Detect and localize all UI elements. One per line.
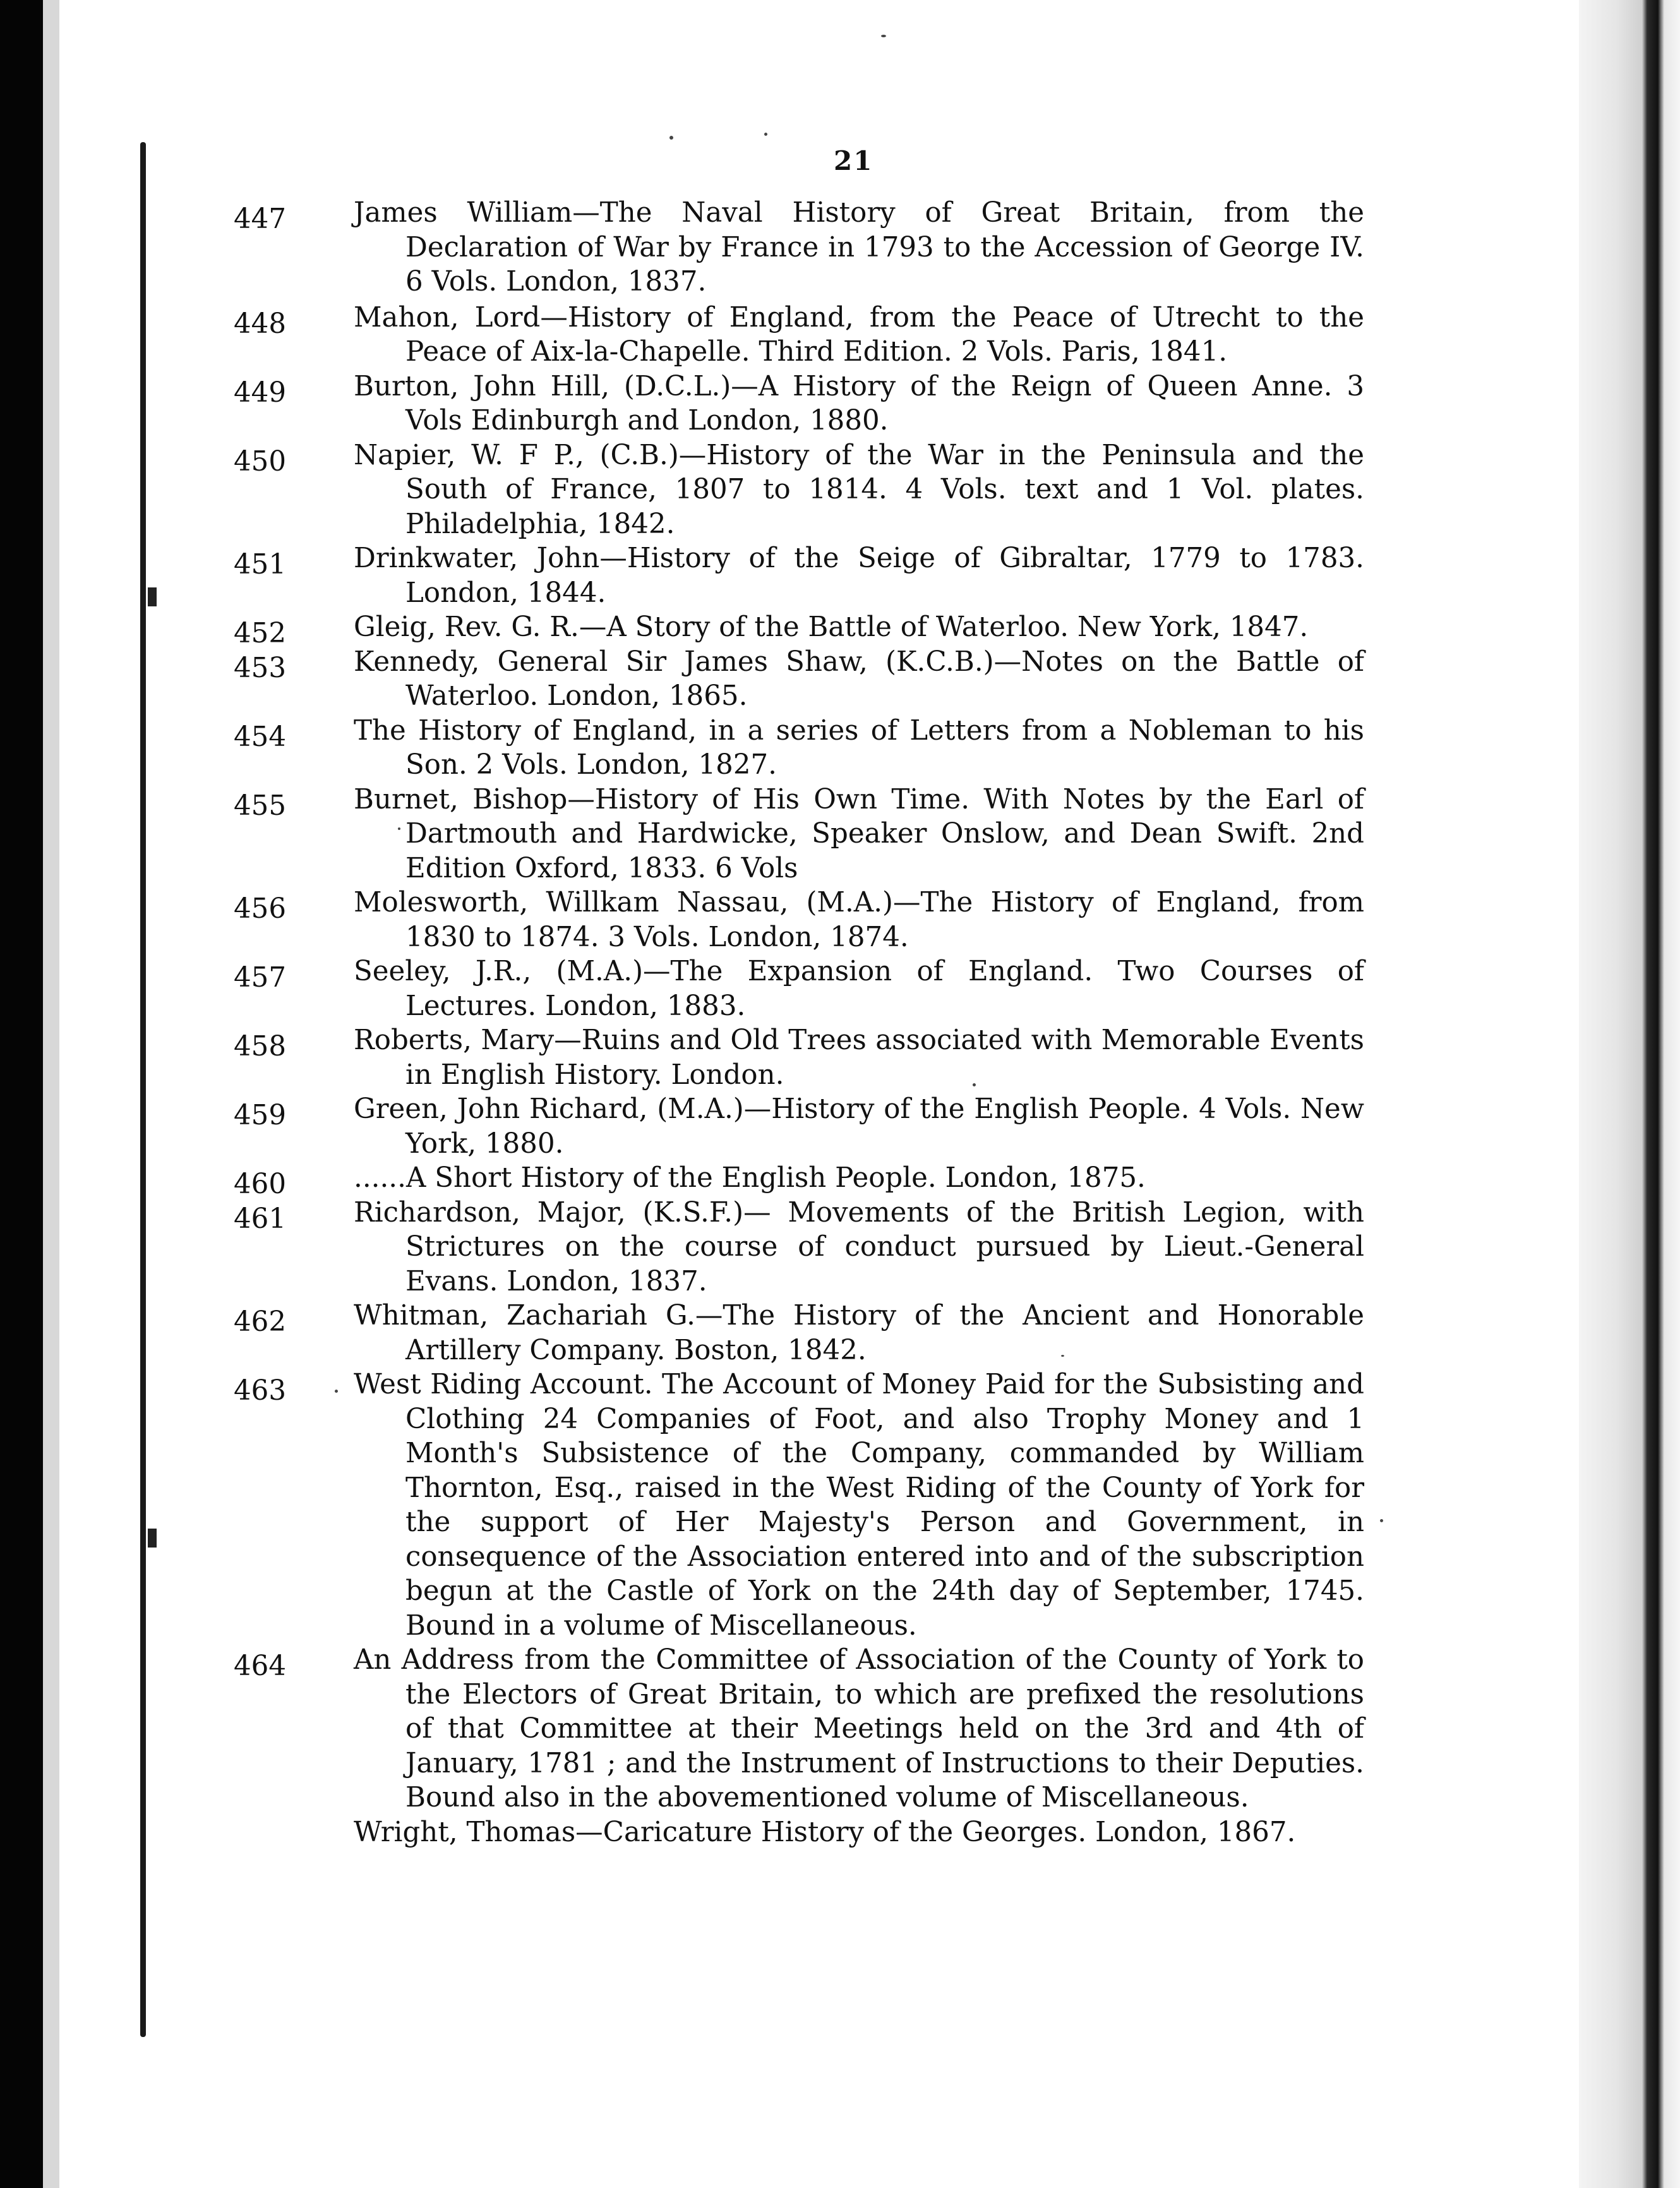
entry-number: 455 xyxy=(234,790,287,822)
catalog-entry xyxy=(354,1815,1364,1850)
entry-text: Richardson, Major, (K.S.F.)— Movements of the British Legion, with Strictures on the course of conduct pursued by Lieut.-General Evans. London, 1837. xyxy=(354,1196,1364,1297)
entry-text: The History of England, in a series of Letters from a Nobleman to his Son. 2 Vols. London, 1827. xyxy=(354,714,1364,781)
entry-text: Mahon, Lord—History of England, from the Peace of Utrecht to the Peace of Aix-la-Chapelle. Third Edition. 2 Vols. Paris, 1841. xyxy=(354,301,1364,368)
catalog-entry xyxy=(234,783,1364,886)
catalog-entry xyxy=(234,1299,1364,1368)
entry-text: Gleig, Rev. G. R.—A Story of the Battle of Waterloo. New York, 1847. xyxy=(354,611,1309,643)
entry-number: 453 xyxy=(234,652,287,684)
catalog-entry xyxy=(234,1023,1364,1092)
page-number: 21 xyxy=(834,145,873,176)
entry-number: 461 xyxy=(234,1203,287,1235)
catalog-entry xyxy=(234,438,1364,542)
catalog-entry xyxy=(234,1092,1364,1161)
entry-text: Wright, Thomas—Caricature History of the Georges. London, 1867. xyxy=(354,1816,1296,1848)
entry-number: 462 xyxy=(234,1306,287,1338)
entry-text: West Riding Account. The Account of Money Paid for the Subsisting and Clothing 24 Companies of Foot, and also Trophy Money and 1 Month's Subsistence of the Company, commanded by William Thornton, Esq., raised in the West Riding of the County of York for the support of Her Majesty's Person and Government, in consequence of the Association entered into and of the subscription begun at the Castle of York on the 24th day of September, 1745. Bound in a volume of Miscellaneous. xyxy=(354,1369,1364,1642)
binding-shadow xyxy=(0,0,43,2188)
catalog-entry xyxy=(234,714,1364,783)
catalog-entry xyxy=(234,1643,1364,1815)
entry-text: James William—The Naval History of Great Britain, from the Declaration of War by France in 1793 to the Accession of George IV. 6 Vols. London, 1837. xyxy=(354,197,1364,298)
entry-number: 460 xyxy=(234,1169,287,1200)
entry-number: 452 xyxy=(234,618,287,649)
catalog-entry xyxy=(234,1368,1364,1643)
catalog-entry xyxy=(234,1196,1364,1299)
catalog-entry xyxy=(234,954,1364,1023)
entry-number: 457 xyxy=(234,962,287,994)
entry-text: Green, John Richard, (M.A.)—History of the English People. 4 Vols. New York, 1880. xyxy=(354,1093,1364,1160)
entry-text: An Address from the Committee of Association of the County of York to the Electors of Great Britain, to which are prefixed the resolutions of that Committee at their Meetings held on the 3rd and 4th of January, 1781 ; and the Instrument of Instructions to their Deputies. Bound also in the abovementioned volume of Miscellaneous. xyxy=(354,1644,1364,1813)
entry-number: 449 xyxy=(234,376,287,409)
fold-mark xyxy=(148,587,157,606)
entry-text: Burnet, Bishop—History of His Own Time. With Notes by the Earl of Dartmouth and Hardwicke, Speaker Onslow, and Dean Swift. 2nd Edition Oxford, 1833. 6 Vols xyxy=(354,783,1364,884)
entry-number: 450 xyxy=(234,445,287,478)
entry-text: Whitman, Zachariah G.—The History of the Ancient and Honorable Artillery Company. Boston, 1842. xyxy=(354,1300,1364,1366)
catalog-entry xyxy=(234,886,1364,954)
entry-text: Roberts, Mary—Ruins and Old Trees associated with Memorable Events in English History. London. xyxy=(354,1025,1364,1091)
catalog-entry xyxy=(234,645,1364,714)
page-fold-line xyxy=(140,142,146,2037)
entry-text: Burton, John Hill, (D.C.L.)—A History of the Reign of Queen Anne. 3 Vols Edinburgh and London, 1880. xyxy=(354,370,1364,436)
entry-number: 464 xyxy=(234,1650,287,1682)
entry-number: 448 xyxy=(234,308,287,340)
entry-number: 451 xyxy=(234,549,287,580)
entry-text: Drinkwater, John—History of the Seige of Gibraltar, 1779 to 1783. London, 1844. xyxy=(354,543,1364,609)
entry-number: 463 xyxy=(234,1375,287,1407)
entry-text: Seeley, J.R., (M.A.)—The Expansion of England. Two Courses of Lectures. London, 1883. xyxy=(354,956,1364,1022)
catalog-entries xyxy=(234,196,1364,1849)
catalog-entry xyxy=(234,370,1364,438)
binding-gutter xyxy=(43,0,59,2188)
entry-text: ......A Short History of the English People. London, 1875. xyxy=(354,1162,1146,1194)
left-binding-edge xyxy=(0,0,133,2188)
entry-text: Napier, W. F P., (C.B.)—History of the War in the Peninsula and the South of France, 1807 to 1814. 4 Vols. text and 1 Vol. plates. Philadelphia, 1842. xyxy=(354,439,1364,540)
entry-number: 459 xyxy=(234,1100,287,1131)
catalog-entry xyxy=(234,301,1364,370)
entry-number: 458 xyxy=(234,1031,287,1062)
entry-text: Kennedy, General Sir James Shaw, (K.C.B.)—Notes on the Battle of Waterloo. London, 1865. xyxy=(354,646,1364,712)
right-page-edge xyxy=(1579,0,1680,2188)
fold-mark xyxy=(148,1529,157,1548)
entry-number: 447 xyxy=(234,203,287,235)
catalog-entry xyxy=(234,610,1364,649)
catalog-entry xyxy=(234,541,1364,610)
entry-number: 454 xyxy=(234,721,287,753)
catalog-entry xyxy=(234,1161,1364,1200)
entry-number: 456 xyxy=(234,893,287,925)
entry-text: Molesworth, Willkam Nassau, (M.A.)—The History of England, from 1830 to 1874. 3 Vols. London, 1874. xyxy=(354,887,1364,953)
catalog-entry xyxy=(234,196,1364,299)
